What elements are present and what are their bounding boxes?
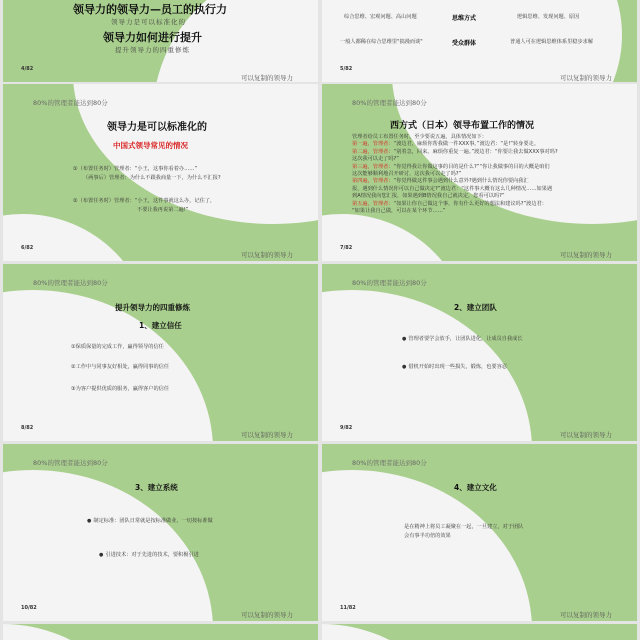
slide-subtitle: 4、建立文化 bbox=[454, 483, 497, 492]
row-1-right: 逻辑思维、发现问题、原因 bbox=[517, 14, 580, 20]
dialogue-line: 第一遍，管理者：“渡边君，麻烦你帮我做一件XXX事。”渡边君：“是!”转身要走。 bbox=[352, 141, 539, 148]
slide-footer: 可以复制的领导力 bbox=[560, 251, 612, 259]
slide-7[interactable] bbox=[322, 84, 637, 261]
body-line-2: 会有事半功倍的效果 bbox=[404, 533, 451, 539]
slide-footer: 可以复制的领导力 bbox=[241, 611, 293, 619]
slide-5[interactable] bbox=[322, 0, 637, 82]
page-number: 8/82 bbox=[21, 425, 34, 431]
dialogue-line: 这次我可以走了吗?” bbox=[352, 156, 399, 163]
slide-8[interactable] bbox=[3, 264, 318, 441]
white-shape bbox=[3, 470, 213, 621]
slide-header: 80%的管理者能达到80分 bbox=[33, 279, 108, 287]
slide-next-left bbox=[3, 624, 318, 640]
item-1: ①（布置任务时）管理者：“小王，这事你看着办……” bbox=[73, 166, 198, 172]
row-1-left: 综合思维、宏观问题、高山问题 bbox=[344, 14, 417, 20]
slide-subheading: 提升领导力的四重修炼 bbox=[115, 46, 190, 54]
page-number: 7/82 bbox=[340, 245, 353, 251]
white-shape bbox=[3, 624, 153, 640]
slide-footer: 可以复制的领导力 bbox=[241, 74, 293, 82]
dialogue-line: 第二遍，管理者：“别着急，回来。麻烦你重复一遍。”渡边君：“你要让我去做XXX事对吗? bbox=[352, 148, 558, 155]
white-shape bbox=[322, 470, 532, 621]
slide-subtitle: 3、建立系统 bbox=[135, 483, 178, 492]
item-3: ②（布置任务时）管理者：“小王，这件事就这么办，记住了， bbox=[73, 198, 216, 204]
page-number: 4/82 bbox=[21, 66, 34, 72]
white-shape bbox=[322, 214, 472, 261]
page-number: 9/82 bbox=[340, 425, 353, 431]
dialogue-block bbox=[352, 134, 622, 215]
slide-subtitle: 领导力是可以标准化的 bbox=[111, 18, 186, 26]
row-2-right: 普通人可在逻辑思维体系里稳步求解 bbox=[510, 39, 594, 45]
page-number: 5/82 bbox=[340, 66, 353, 72]
slide-title: 提升领导力的四重修炼 bbox=[115, 303, 190, 312]
body-line-1: 是在精神上将员工凝聚在一起，一旦建立，对于团队 bbox=[404, 524, 524, 530]
slide-10[interactable] bbox=[3, 444, 318, 621]
slide-header: 80%的管理者能达到80分 bbox=[352, 459, 427, 467]
slide-4[interactable] bbox=[3, 0, 318, 82]
row-2-left: 一般人都稀在综合思维里"搞漫而谈" bbox=[340, 39, 423, 45]
dialogue-line: 管理者给员工布置任务时，至少要说五遍。具体情况如下： bbox=[352, 134, 487, 140]
slide-heading: 领导力如何进行提升 bbox=[103, 31, 202, 44]
slide-footer: 可以复制的领导力 bbox=[560, 611, 612, 619]
item-1: ①保质保量的完成工作，赢得领导的信任 bbox=[71, 344, 164, 350]
item-2: ● 引进技术：对于先进的技术，要积极引进 bbox=[99, 552, 199, 559]
dialogue-line: 第五遍，管理者：“如果让你自己做这个事，你有什么更好的想法和建议吗?”渡边君： bbox=[352, 200, 547, 207]
slide-footer: 可以复制的领导力 bbox=[241, 431, 293, 439]
slide-subtitle: 2、建立团队 bbox=[454, 303, 497, 312]
slide-header: 80%的管理者能达到80分 bbox=[33, 459, 108, 467]
slide-subtitle: 1、建立信任 bbox=[139, 321, 182, 330]
item-1: ● 管理者要学会放手，让团队进化，让成员自我成长 bbox=[402, 336, 523, 343]
item-4: 不要让我再说第二遍!” bbox=[137, 207, 189, 213]
dialogue-line: 报，遇到什么情况你可以自己做决定?”渡边君：“这件事大概有这么几种情况……如果遇 bbox=[352, 185, 553, 192]
item-2: （两事后）管理者：为什么不跟我商量一下，为什么不汇报? bbox=[83, 175, 221, 181]
item-1: ● 制定标准：团队日常就是按标准做业，一切按标准做 bbox=[87, 518, 213, 525]
dialogue-line: “如果让我自己做，可以在某个环节……” bbox=[352, 208, 446, 215]
dialogue-line: 这次能够顺利地召开研讨，这次我可以走了吗?” bbox=[352, 171, 462, 178]
item-2: ②工作中与同事友好相处，赢得同事的信任 bbox=[71, 364, 170, 370]
page-number: 10/82 bbox=[21, 605, 37, 611]
slide-footer: 可以复制的领导力 bbox=[560, 74, 612, 82]
dialogue-line: 第三遍，管理者：“你觉得我让你做这事的目的是什么?”“你让我做事的目的大概是咱们 bbox=[352, 163, 550, 170]
slide-title: 西方式（日本）领导布置工作的情况 bbox=[390, 121, 535, 131]
slide-header: 80%的管理者能达到80分 bbox=[33, 99, 108, 107]
dialogue-line: 第四遍，管理者：“你觉得做这件事会遇到什么意外?遇到什么情况你要向我汇 bbox=[352, 178, 529, 185]
page-number: 6/82 bbox=[21, 245, 34, 251]
slide-9[interactable] bbox=[322, 264, 637, 441]
slide-footer: 可以复制的领导力 bbox=[560, 431, 612, 439]
slide-header: 80%的管理者能达到80分 bbox=[352, 99, 427, 107]
slide-11[interactable] bbox=[322, 444, 637, 621]
dialogue-line: 到A情况我向您汇报，如果遇到B情况我自己就决定，您看可以吗?” bbox=[352, 193, 505, 200]
slide-next-right bbox=[322, 624, 637, 640]
item-2: ● 借机开始时出现一些损失，锻炼，也要容忍 bbox=[402, 364, 507, 371]
slide-6[interactable] bbox=[3, 84, 318, 261]
white-shape bbox=[322, 624, 472, 640]
slide-red-heading: 中国式领导常见的情况 bbox=[113, 141, 188, 150]
slide-title: 领导力的领导力—员工的执行力 bbox=[73, 3, 227, 16]
row-2-middle: 受众群体 bbox=[452, 40, 477, 47]
slide-footer: 可以复制的领导力 bbox=[241, 251, 293, 259]
slide-header: 80%的管理者能达到80分 bbox=[352, 279, 427, 287]
item-3: ③为客户提供优质的服务，赢得客户的信任 bbox=[71, 386, 170, 392]
white-shape bbox=[3, 214, 153, 261]
page-number: 11/82 bbox=[340, 605, 356, 611]
row-1-middle: 思维方式 bbox=[452, 15, 477, 22]
slide-title: 领导力是可以标准化的 bbox=[107, 122, 207, 133]
